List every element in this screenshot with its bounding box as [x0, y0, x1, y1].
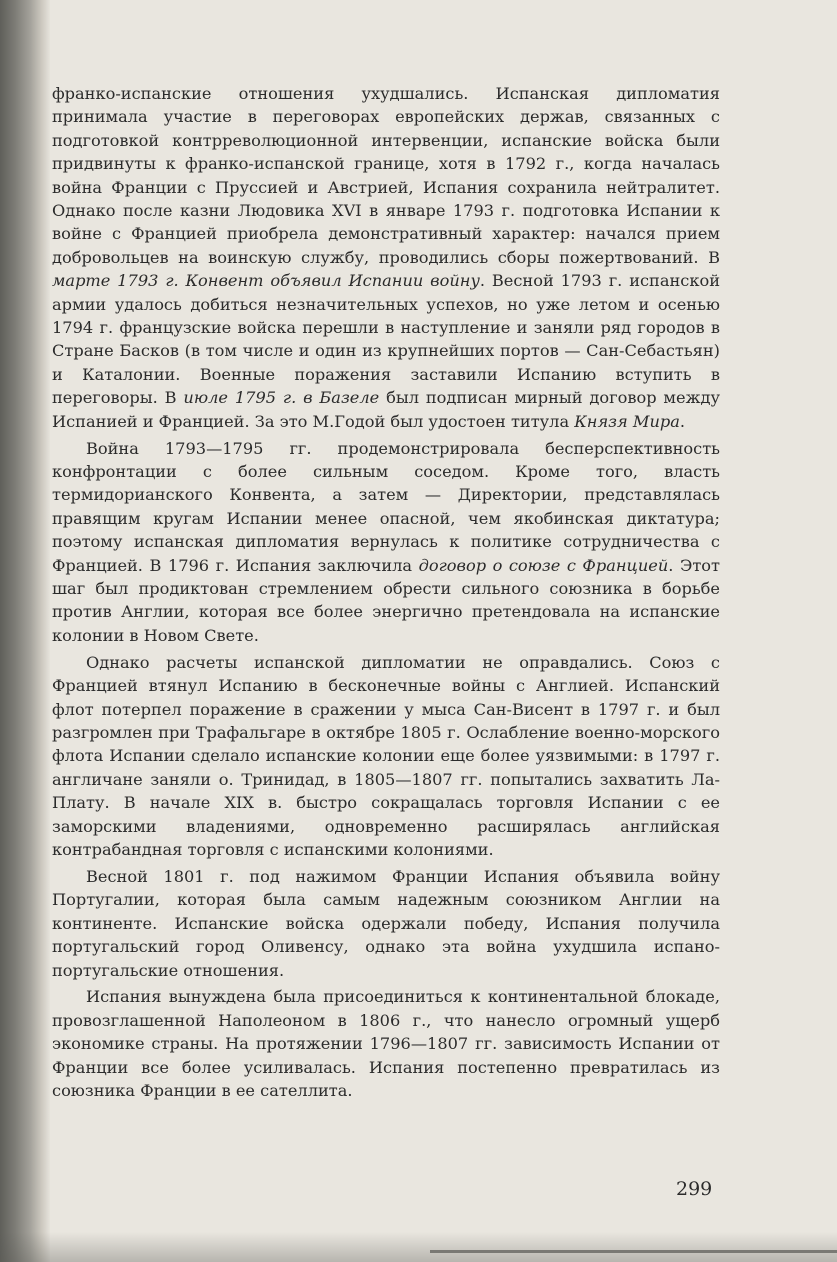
- p1-text-2: . Весной 1793 г. испанской армии удалось добиться незначительных успехов, но уже летом и осенью 1794 г. французские войска перешли в наступление и заняли ряд городов в Стране Басков (в том числе и один из крупнейших портов — Сан-Себастьян) и Каталонии. Военные поражения заставили Испанию вступить в переговоры. В: [52, 271, 721, 408]
- p3-text-1: Однако расчеты испанской дипломатии не оправдались. Союз с Францией втянул Испанию в бесконечные войны с Англией. Испанский флот потерпел поражение в сражении у мыса Сан-Висент в 1797 г. и был разгромлен при Трафальгаре в октябре 1805 г. Ослабление военно-морского флота Испании сделало испанские колонии еще более уязвимыми: в 1797 г. англичане заняли о. Тринидад, в 1805—1807 гг. попытались захватить Ла-Плату. В начале XIX в. быстро сокращалась торговля Испании с ее заморскими владениями, одновременно расширялась английская контрабандная торговля с испанскими колониями.: [52, 652, 720, 859]
- p1-italic-basel: июле 1795 г. в Базеле: [183, 388, 380, 408]
- p2-text-1: Война 1793—1795 гг. продемонстрировала бесперспективность конфронтации с более сильным соседом. Кроме того, власть термидорианского Конвента, а затем — Директории, представлялась правящим кругам Испании менее опасной, чем якобинская диктатура; поэтому испанская дипломатия вернулась к политике сотрудничества с Францией. В 1796 г. Испания заключила: [52, 438, 720, 575]
- paragraph-4: [52, 865, 720, 982]
- p2-italic-treaty: договор о союзе с Францией: [418, 555, 669, 575]
- paragraph-1: [52, 82, 720, 433]
- p2-text-2: . Этот шаг был продиктован стремлением обрести сильного союзника в борьбе против Англии, которая все более энергично претендовала на испанские колонии в Новом Свете.: [52, 555, 720, 645]
- paragraph-5: [52, 985, 720, 1102]
- p5-text-1: Испания вынуждена была присоединиться к континентальной блокаде, провозглашенной Наполеоном в 1806 г., что нанесло огромный ущерб экономике страны. На протяжении 1796—1807 гг. зависимость Испании от Франции все более усиливалась. Испания постепенно превратилась из союзника Франции в ее сателлита.: [52, 987, 720, 1101]
- book-spine-shadow: [0, 0, 50, 1262]
- p4-text-1: Весной 1801 г. под нажимом Франции Испания объявила войну Португалии, которая была самым надежным союзником Англии на континенте. Испанские войска одержали победу, Испания получила португальский город Оливенсу, однако эта война ухудшила испано-португальские отношения.: [52, 866, 720, 980]
- p1-text-3: был подписан мирный договор между Испанией и Францией. За это М.Годой был удостоен титула: [52, 388, 720, 431]
- paragraph-3: [52, 651, 720, 862]
- p1-italic-convent: марте 1793 г. Конвент объявил Испании войну: [52, 271, 480, 291]
- p1-text-1: франко-испанские отношения ухудшались. Испанская дипломатия принимала участие в переговорах европейских держав, связанных с подготовкой контрреволюционной интервенции, испанские войска были придвинуты к франко-испанской границе, хотя в 1792 г., когда началась война Франции с Пруссией и Австрией, Испания сохранила нейтралитет. Однако после казни Людовика XVI в январе 1793 г. подготовка Испании к войне с Францией приобрела демонстративный характер: начался прием добровольцев на воинскую службу, проводились сборы пожертвований. В: [52, 84, 720, 267]
- page-number: 299: [676, 1178, 713, 1200]
- p1-italic-prince: Князя Мира: [574, 411, 680, 431]
- bottom-edge-shadow: [0, 1232, 837, 1262]
- body-text: [52, 82, 720, 1106]
- bottom-edge-line: [430, 1250, 837, 1253]
- paragraph-2: [52, 437, 720, 648]
- p1-text-4: .: [679, 411, 686, 431]
